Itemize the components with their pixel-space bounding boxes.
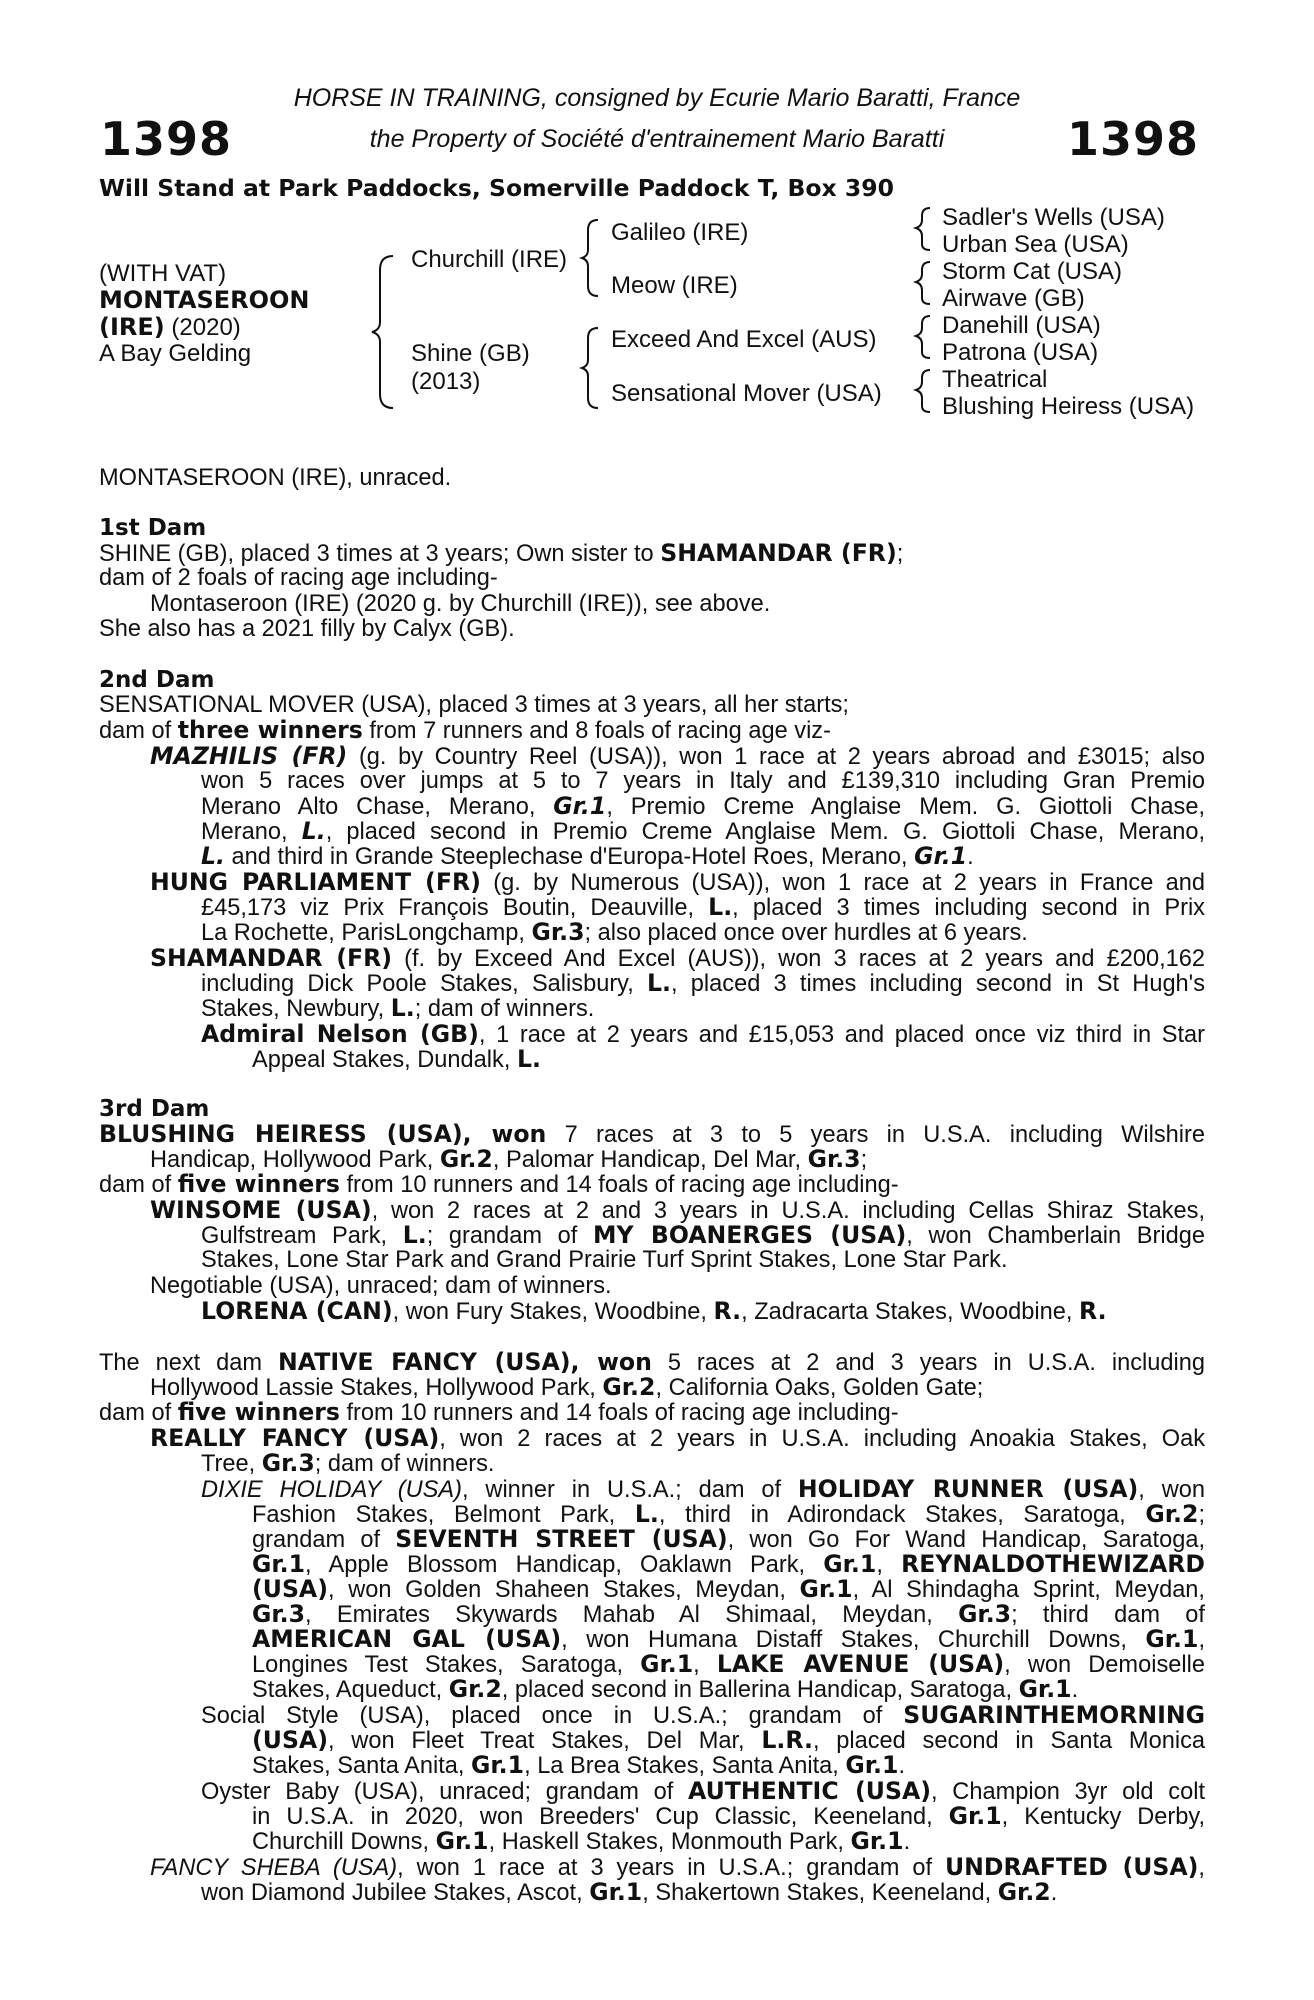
text-run: SHAMANDAR (FR)	[660, 539, 897, 567]
produce-line	[252, 1829, 910, 1855]
text-run: L.	[647, 969, 672, 997]
text-run: Gr.2	[997, 1878, 1051, 1906]
text-run: 7 races at 3 to 5 years in U.S.A. including Wilshire	[546, 1122, 1206, 1148]
text-run: (USA)	[252, 1726, 328, 1754]
text-run: Gr.3	[261, 1449, 315, 1477]
third-dam-heading: 3rd Dam	[99, 1096, 210, 1122]
produce-mazhilis	[150, 744, 1205, 770]
text-run: , placed second in Ballerina Handicap, Saratoga,	[501, 1677, 1019, 1703]
dam-dam-dam: Blushing Heiress (USA)	[942, 393, 1195, 420]
text-run: .	[898, 1753, 906, 1779]
produce-shamandar	[150, 946, 1205, 972]
text-run: , won 2 races at 2 years in U.S.A. including Anoakia Stakes, Oak	[439, 1426, 1205, 1452]
text-run: Gr.1	[914, 842, 968, 870]
text-run: Longines Test Stakes, Saratoga,	[252, 1652, 641, 1678]
text-run: , placed 3 times including second in Prix	[732, 895, 1205, 921]
text-run: ; third dam of	[1011, 1602, 1205, 1628]
text-run: (USA)	[252, 1575, 328, 1603]
text-run: ;	[1198, 1502, 1205, 1528]
text-run: ; grandam of	[426, 1223, 593, 1249]
consignment-line: HORSE IN TRAINING, consigned by Ecurie Mario Baratti, France	[293, 84, 1021, 112]
produce-line	[201, 1880, 1057, 1906]
text-run: Gr.1	[640, 1650, 694, 1678]
text-run: DIXIE HOLIDAY (USA)	[201, 1477, 462, 1503]
text-run: , Premio Creme Anglaise Mem. G. Giottoli Chase,	[606, 794, 1205, 820]
text-run: AUTHENTIC (USA)	[688, 1777, 931, 1805]
produce-lorena	[201, 1299, 1107, 1325]
text-run: ,	[693, 1652, 717, 1678]
text-run: .	[1071, 1677, 1079, 1703]
text-run: SEVENTH STREET (USA)	[395, 1525, 728, 1553]
dam-sire-dam: Patrona (USA)	[942, 339, 1099, 366]
text-run: FANCY SHEBA (USA)	[150, 1855, 398, 1881]
text-run: , Shakertown Stakes, Keeneland,	[642, 1880, 998, 1906]
text-run: , won Fury Stakes, Woodbine,	[392, 1299, 714, 1325]
dam: Shine (GB)	[411, 340, 530, 367]
text-run: L.	[390, 994, 415, 1022]
produce-line	[201, 1451, 494, 1477]
text-run: Gr.1	[553, 792, 607, 820]
dam-dam-sire: Theatrical	[942, 366, 1048, 393]
text-run: , placed second in Premio Creme Anglaise Mem. G. Giottoli Chase, Merano,	[325, 819, 1205, 845]
text-run: , 1 race at 2 years and £15,053 and placed once viz third in Star	[478, 1022, 1205, 1048]
text-run: ,	[1198, 1627, 1206, 1653]
text-run: La Rochette, ParisLongchamp,	[201, 920, 532, 946]
second-dam-heading: 2nd Dam	[99, 667, 215, 693]
dam-year: (2013)	[411, 368, 481, 395]
text-run: , won Demoiselle	[1004, 1652, 1205, 1678]
text-run: Stakes, Aqueduct,	[252, 1677, 449, 1703]
text-run: ;	[860, 1147, 868, 1173]
text-run: , Emirates Skywards Mahab Al Shimaal, Meydan,	[305, 1602, 959, 1628]
text-run: ; also placed once over hurdles at 6 years.	[584, 920, 1028, 946]
text-run: BLUSHING HEIRESS (USA), won	[99, 1120, 547, 1148]
text-run: grandam of	[252, 1527, 396, 1553]
text-run: Gr.2	[1145, 1500, 1199, 1528]
text-run: in U.S.A. in 2020, won Breeders' Cup Classic, Keeneland,	[252, 1804, 949, 1830]
text-run: Gr.1	[435, 1827, 489, 1855]
gen1-bracket	[372, 256, 393, 408]
text-run: Merano,	[201, 819, 302, 845]
text-run: , won Go For Wand Handicap, Saratoga,	[727, 1527, 1205, 1553]
sire-dam: Meow (IRE)	[611, 272, 738, 299]
produce-line	[201, 819, 1205, 845]
gen2-sire-bracket	[582, 220, 598, 296]
produce-line	[252, 1047, 541, 1073]
text-run: Merano Alto Chase, Merano,	[201, 794, 554, 820]
sire-sire: Galileo (IRE)	[611, 219, 749, 246]
third-dam-line	[99, 1172, 899, 1198]
next-dam-line	[99, 1400, 899, 1426]
property-line: the Property of Société d'entrainement Mario Baratti	[369, 125, 945, 153]
text-run: three winners	[177, 716, 363, 744]
text-run: ; dam of winners.	[314, 1451, 495, 1477]
text-run: Gr.1	[1145, 1625, 1199, 1653]
produce-dixie-holiday	[201, 1477, 1205, 1503]
text-run: 5 races at 2 and 3 years in U.S.A. including	[651, 1350, 1205, 1376]
text-run: MONTASEROON	[99, 286, 310, 314]
produce-line	[201, 1223, 1205, 1249]
gen3-bracket-2	[916, 262, 930, 304]
text-run: R.	[1079, 1297, 1107, 1325]
first-dam-line	[99, 541, 903, 567]
text-run: R.	[713, 1297, 742, 1325]
text-run: dam of	[99, 1400, 178, 1426]
produce-line: won 5 races over jumps at 5 to 7 years in Italy and £139,310 including Gran Premio	[201, 768, 1205, 794]
text-run: including Dick Poole Stakes, Salisbury,	[201, 971, 648, 997]
text-run: Gr.2	[602, 1373, 656, 1401]
produce-line	[201, 996, 594, 1022]
text-run: , Zadracarta Stakes, Woodbine,	[741, 1299, 1080, 1325]
text-run: , Al Shindagha Sprint, Meydan,	[852, 1577, 1205, 1603]
gen3-bracket-4	[916, 370, 930, 412]
text-run: , won Humana Distaff Stakes, Churchill Downs,	[561, 1627, 1146, 1653]
produce-oyster-baby	[201, 1779, 1205, 1805]
text-run: SHAMANDAR (FR)	[150, 944, 393, 972]
produce-line	[201, 895, 1205, 921]
text-run: , Kentucky Derby,	[1001, 1804, 1205, 1830]
text-run: AMERICAN GAL (USA)	[252, 1625, 562, 1653]
text-run: Appeal Stakes, Dundalk,	[252, 1047, 517, 1073]
text-run: , Apple Blossom Handicap, Oaklawn Park,	[305, 1552, 824, 1578]
text-run: , won	[1138, 1477, 1205, 1503]
third-dam-line	[99, 1122, 1205, 1148]
text-run: Stakes, Newbury,	[201, 996, 391, 1022]
text-run: SHINE (GB), placed 3 times at 3 years; Own sister to	[99, 541, 661, 567]
text-run: Gr.1	[799, 1575, 853, 1603]
text-run: , Palomar Handicap, Del Mar,	[492, 1147, 808, 1173]
produce-line	[201, 920, 1028, 946]
sire-dam-sire: Storm Cat (USA)	[942, 258, 1123, 285]
text-run: , Haskell Stakes, Monmouth Park,	[488, 1829, 851, 1855]
text-run: ;	[896, 541, 904, 567]
produce-line	[201, 844, 974, 870]
text-run: Gr.2	[439, 1145, 493, 1173]
text-run: Gr.1	[471, 1751, 525, 1779]
text-run: from 10 runners and 14 foals of racing age including-	[339, 1400, 899, 1426]
sire-sire-sire: Sadler's Wells (USA)	[942, 204, 1165, 231]
text-run: dam of	[99, 1172, 178, 1198]
text-run: ; dam of winners.	[414, 996, 595, 1022]
produce-line	[252, 1753, 905, 1779]
text-run: HOLIDAY RUNNER (USA)	[797, 1475, 1139, 1503]
text-run: MAZHILIS (FR)	[150, 742, 348, 770]
produce-line	[252, 1577, 1205, 1603]
text-run: Gr.1	[845, 1751, 899, 1779]
race-record: MONTASEROON (IRE), unraced.	[99, 465, 452, 491]
text-run: LORENA (CAN)	[201, 1297, 393, 1325]
text-run: .	[903, 1829, 911, 1855]
gen3-bracket-3	[916, 316, 930, 358]
dam-sire-sire: Danehill (USA)	[942, 312, 1101, 339]
text-run: , winner in U.S.A.; dam of	[461, 1477, 798, 1503]
text-run: from 7 runners and 8 foals of racing age viz-	[362, 718, 831, 744]
produce-line	[252, 1677, 1078, 1703]
dam-dam: Sensational Mover (USA)	[611, 380, 882, 407]
text-run: HUNG PARLIAMENT (FR)	[150, 868, 481, 896]
text-run: Oyster Baby (USA), unraced; grandam of	[201, 1779, 689, 1805]
gen3-bracket-1	[916, 208, 930, 250]
text-run: from 10 runners and 14 foals of racing age including-	[339, 1172, 899, 1198]
text-run: , Champion 3yr old colt	[931, 1779, 1205, 1805]
text-run: Stakes, Santa Anita,	[252, 1753, 472, 1779]
dam-sire: Exceed And Excel (AUS)	[611, 326, 877, 353]
text-run: ,	[1198, 1855, 1205, 1881]
text-run: Gr.2	[448, 1675, 502, 1703]
text-run: , won Golden Shaheen Stakes, Meydan,	[327, 1577, 800, 1603]
text-run: .	[1050, 1880, 1058, 1906]
sire-dam-dam: Airwave (GB)	[942, 285, 1085, 312]
text-run: , won Fleet Treat Stakes, Del Mar,	[327, 1728, 762, 1754]
text-run: five winners	[177, 1170, 340, 1198]
horse-description: A Bay Gelding	[99, 340, 252, 367]
vat-note: (WITH VAT)	[99, 260, 227, 287]
text-run: L.	[301, 817, 326, 845]
produce-line	[252, 1552, 1205, 1578]
text-run: Gr.3	[807, 1145, 861, 1173]
text-run: , placed second in Santa Monica	[812, 1728, 1205, 1754]
text-run: L.	[516, 1045, 541, 1073]
text-run: Gr.1	[823, 1550, 877, 1578]
text-run: L.	[634, 1500, 659, 1528]
text-run: Handicap, Hollywood Park,	[150, 1147, 440, 1173]
text-run: LAKE AVENUE (USA)	[716, 1650, 1005, 1678]
text-run: , California Oaks, Golden Gate;	[655, 1375, 984, 1401]
first-dam-heading: 1st Dam	[99, 515, 207, 541]
text-run: REALLY FANCY (USA)	[150, 1424, 440, 1452]
text-run: UNDRAFTED (USA)	[944, 1853, 1199, 1881]
text-run: , La Brea Stakes, Santa Anita,	[524, 1753, 846, 1779]
text-run: Tree,	[201, 1451, 262, 1477]
lot-number-left: 1398	[100, 112, 233, 166]
text-run: .	[967, 844, 974, 870]
text-run: L.	[402, 1221, 427, 1249]
produce-social-style	[201, 1703, 1205, 1729]
text-run: ,	[876, 1552, 902, 1578]
text-run: (g. by Numerous (USA)), won 1 race at 2 years in France and	[480, 870, 1206, 896]
sire: Churchill (IRE)	[411, 246, 568, 273]
text-run: Admiral Nelson (GB)	[201, 1020, 479, 1048]
text-run: MY BOANERGES (USA)	[592, 1221, 907, 1249]
text-run: WINSOME (USA)	[150, 1196, 372, 1224]
produce-line	[252, 1728, 1205, 1754]
text-run: (f. by Exceed And Excel (AUS)), won 3 races at 2 years and £200,162	[392, 946, 1205, 972]
text-run: (IRE)	[99, 313, 165, 341]
text-run: NATIVE FANCY (USA), won	[278, 1348, 652, 1376]
text-run: £45,173 viz Prix François Boutin, Deauville,	[201, 895, 709, 921]
text-run: Churchill Downs,	[252, 1829, 436, 1855]
text-run: , won 1 race at 3 years in U.S.A.; grandam of	[397, 1855, 945, 1881]
text-run: Gr.3	[252, 1600, 306, 1628]
text-run: Fashion Stakes, Belmont Park,	[252, 1502, 635, 1528]
text-run: Gr.3	[531, 918, 585, 946]
lot-number-right: 1398	[1066, 112, 1199, 166]
text-run: Gr.3	[958, 1600, 1012, 1628]
text-run: L.	[201, 842, 225, 870]
produce-line	[201, 971, 1205, 997]
sire-sire-dam: Urban Sea (USA)	[942, 231, 1129, 258]
text-run: Gr.1	[850, 1827, 904, 1855]
text-run: Hollywood Lassie Stakes, Hollywood Park,	[150, 1375, 603, 1401]
second-dam-line	[99, 718, 831, 744]
pedigree-brackets	[0, 0, 1314, 440]
text-run: Gr.1	[589, 1878, 643, 1906]
produce-line	[201, 794, 1205, 820]
text-run: , placed 3 times including second in St Hugh's	[671, 971, 1205, 997]
second-dam-line: SENSATIONAL MOVER (USA), placed 3 times at 3 years, all her starts;	[99, 692, 849, 718]
text-run: L.R.	[761, 1726, 813, 1754]
text-run: Gulfstream Park,	[201, 1223, 403, 1249]
text-run: (g. by Country Reel (USA)), won 1 race at 2 years abroad and £3015; also	[347, 744, 1205, 770]
text-run: five winners	[177, 1398, 340, 1426]
produce-negotiable: Negotiable (USA), unraced; dam of winners.	[150, 1273, 612, 1299]
text-run: L.	[708, 893, 733, 921]
first-dam-line: dam of 2 foals of racing age including-	[99, 565, 498, 591]
text-run: Gr.1	[252, 1550, 306, 1578]
text-run: and third in Grande Steeplechase d'Europa-Hotel Roes, Merano,	[225, 844, 915, 870]
first-dam-line: She also has a 2021 filly by Calyx (GB).	[99, 616, 515, 642]
text-run: , third in Adirondack Stakes, Saratoga,	[658, 1502, 1146, 1528]
text-run: won Diamond Jubilee Stakes, Ascot,	[201, 1880, 590, 1906]
text-run: , won Chamberlain Bridge	[906, 1223, 1206, 1249]
text-run: The next dam	[99, 1350, 279, 1376]
gen2-dam-bracket	[582, 328, 598, 408]
text-run: REYNALDOTHEWIZARD	[901, 1550, 1205, 1578]
produce-line: Stakes, Lone Star Park and Grand Prairie Turf Sprint Stakes, Lone Star Park.	[201, 1247, 1008, 1273]
text-run: Social Style (USA), placed once in U.S.A.; grandam of	[201, 1703, 904, 1729]
text-run: , won 2 races at 2 and 3 years in U.S.A. including Cellas Shiraz Stakes,	[371, 1198, 1206, 1224]
produce-hung-parliament	[150, 870, 1205, 896]
stand-location: Will Stand at Park Paddocks, Somerville Paddock T, Box 390	[99, 174, 894, 202]
produce-line	[252, 1804, 1205, 1830]
text-run: (2020)	[164, 314, 241, 341]
text-run: Gr.1	[1018, 1675, 1072, 1703]
produce-admiral-nelson	[201, 1022, 1205, 1048]
text-run: Gr.1	[948, 1802, 1002, 1830]
text-run: dam of	[99, 718, 178, 744]
first-dam-produce: Montaseroon (IRE) (2020 g. by Churchill (IRE)), see above.	[150, 591, 771, 617]
text-run: SUGARINTHEMORNING	[903, 1701, 1205, 1729]
